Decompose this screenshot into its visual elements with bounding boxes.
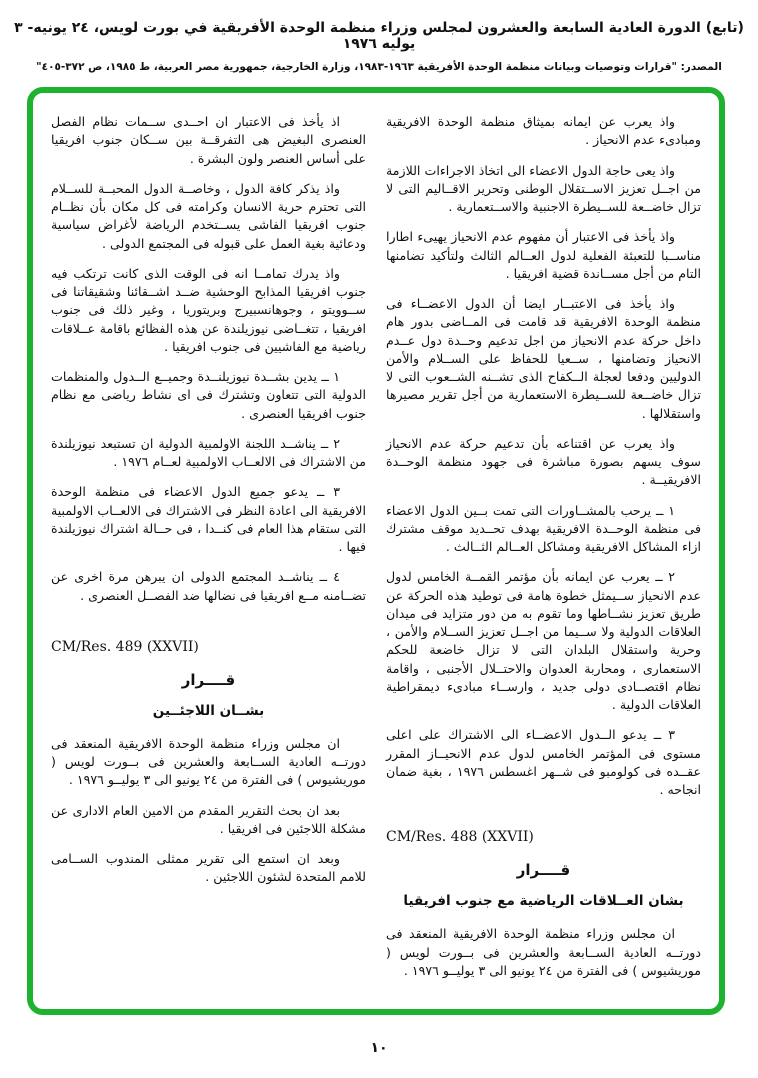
resolution-subject: بشــان اللاجئــين — [152, 702, 265, 719]
column-left — [51, 113, 366, 997]
resolution-heading: قــــرار — [181, 670, 236, 689]
numbered-clause: ٤ ــ يناشــد المجتمع الدولى ان يبرهن مرة اخرى عن تضــامنه مــع افريقيا فى نضالها ضد الفصــل العنصرى . — [51, 569, 366, 603]
paragraph: واذ يذكر كافة الدول ، وخاصــة الدول المحبــة للســلام التى تحترم حرية الانسان وكرامته فى كل مكان بأن نظــام جنوب افريقيا الفاشى يســتخدم الرياضة لأغراض سياسية ودعائية بغية العمل على قبوله فى المجتمع الدولى . — [51, 180, 366, 251]
source-citation: المصدر: "قرارات وتوصيات وبيانات منظمة الوحدة الأفريقية ١٩٦٣-١٩٨٣، وزارة الخارجية، جمهورية مصر العربية، ط ١٩٨٥، ص ٣٧٢-٤٠٥" — [36, 61, 722, 73]
numbered-clause: ٢ ــ يعرب عن ايمانه بأن مؤتمر القمــة الخامس لدول عدم الانحياز ســيمثل خطوة هامة فى توطيد هذه الحركة عن طريق تعزيز نشــاطها وما تقوم به من دور متزايد فى ميدان العلاقات الدولية ولا ســيما من اجــل تعزيز الســلام والأمن ، وحرية واستقلال البلدان التى لا تزال خاضعة للحكم الاستعمارى ، ومحاربة العدوان والاحتــلال الأجنبى ، واقامة نظام اقتصــادى دولى جديد ، وارســاء مبادىء ديمقراطية العلاقات الدولية . — [386, 569, 701, 712]
paragraph: وبعد ان استمع الى تقرير ممثلى المندوب الســامى للامم المتحدة لشئون اللاجئين . — [51, 851, 366, 885]
document-header — [0, 0, 758, 73]
numbered-clause: ٣ ــ يدعو جميع الدول الاعضاء فى منظمة الوحدة الافريقية الى اعادة النظر فى الاشتراك فى الالعــاب الاولمبية التى ستقام هذا العام فى كنــدا ، فى حــالة اشتراك نيوزيلندة فيها . — [51, 484, 366, 554]
paragraph: واذ يعى حاجة الدول الاعضاء الى اتخاذ الاجراءات اللازمة من اجــل تعزيز الاســتقلال الوطنى وتحرير الاقــاليم التى لا تزال خاضــعة للســيطرة الاجنبية والاســتعمارية . — [386, 162, 701, 214]
numbered-clause: ١ ــ يدين بشــدة نيوزيلنــدة وجميــع الــدول والمنظمات الدولية التى تتعاون وتشترك فى اى نشاط رياضى مع نظام جنوب افريقيا العنصرى . — [51, 369, 366, 421]
resolution-subject: بشان العــلاقات الرياضية مع جنوب افريقيا — [403, 893, 684, 910]
numbered-clause: ٣ ــ يدعو الــدول الاعضــاء الى الاشتراك على اعلى مستوى فى المؤتمر الخامس لدول عدم الانحيــاز المقرر عقــده فى كولومبو فى شــهر اغسطس ١٩٧٦ ، بغية ضمان انجاحه . — [386, 727, 701, 797]
two-column-layout — [51, 113, 701, 997]
session-title: (تابع) الدورة العادية السابعة والعشرون لمجلس وزراء منظمة الوحدة الأفريقية في بورت لويس، ٢٤ يونيه- ٣ يوليه ١٩٧٦ — [14, 20, 744, 52]
paragraph: اذ يأخذ فى الاعتبار ان احــدى ســمات نظام الفصل العنصرى البغيض هى التفرقــة بين ســكان جنوب افريقيا على أساس العنصر ولون البشرة . — [51, 114, 366, 166]
paragraph: واذ يأخذ فى الاعتبار أن مفهوم عدم الانحياز يهيىء اطارا مناســبا للتعبئة الفعلية لدول العــالم الثالث ولتأكيد تضامنها التام من أجل مســاندة قضية افريقيا . — [386, 229, 701, 281]
paragraph: واذ يدرك تمامــا انه فى الوقت الذى كانت ترتكب فيه جنوب افريقيا المذابح الوحشية ضــد اشــقائنا وشقيقاتنا فى ســوويتو ، وجوهانسبيرج وبريتوريا ، وغير ذلك فى جنوب افريقيا ، تتغــاضى نيوزيلندة عن هذه الفظائع باقامة عــلاقات رياضية مع الفاشيين فى جنوب افريقيا . — [51, 265, 366, 354]
resolution-code: CM/Res. 489 (XXVII) — [51, 638, 199, 655]
paragraph: واذ يأخذ فى الاعتبــار ايضا أن الدول الاعضــاء فى منظمة الوحدة الافريقية قد قامت فى المــاضى بدور هام داخل حركة عدم الانحياز من اجل تدعيم وحــدة دول عــدم الانحياز وتضامنها ، ســعيا للحفاظ على الســلام والأمن الدوليين ودفعا لعجلة الــكفاح الذى تشــنه الشــعوب التى لا تزال خاضــعة للســيطرة الاستعمارية من أجل تقرير مصيرها واستقلالها . — [386, 296, 701, 421]
paragraph: ان مجلس وزراء منظمة الوحدة الافريقية المنعقد فى دورتــه العادية الســابعة والعشرين فى بــورت لويس ( موريشيوس ) فى الفترة من ٢٤ يونيو الى ٣ يوليــو ١٩٧٦ . — [51, 735, 366, 788]
paragraph: واذ يعرب عن اقتناعه بأن تدعيم حركة عدم الانحياز سوف يسهم بصورة مباشرة فى جهود منظمة الوحــدة الافريقيــة . — [386, 435, 701, 488]
page-number: ١٠ — [370, 1040, 388, 1056]
column-right — [386, 113, 701, 997]
resolution-heading: قــــرار — [516, 861, 571, 880]
paragraph: بعد ان بحث التقرير المقدم من الامين العام الادارى عن مشكلة اللاجئين فى افريقيا . — [51, 802, 366, 836]
resolution-code: CM/Res. 488 (XXVII) — [386, 829, 534, 846]
paragraph: ان مجلس وزراء منظمة الوحدة الافريقية المنعقد فى دورتــه العادية الســابعة والعشرين فى بــورت لويس ( موريشيوس ) فى الفترة من ٢٤ يونيو الى ٣ يوليــو ١٩٧٦ . — [386, 926, 701, 978]
paragraph: واذ يعرب عن ايمانه بميثاق منظمة الوحدة الافريقية ومبادىء عدم الانحياز . — [386, 114, 701, 148]
content-border-box — [27, 87, 725, 1015]
numbered-clause: ٢ ــ يناشــد اللجنة الاولمبية الدولية ان تستبعد نيوزيلندة من الاشتراك فى الالعــاب الاولمبية لعــام ١٩٧٦ . — [51, 435, 366, 469]
numbered-clause: ١ ــ يرحب بالمشــاورات التى تمت بــين الدول الاعضاء فى منظمة الوحــدة الافريقية بهدف تحــديد موقف مشترك ازاء المشاكل الافريقية ومشاكل العــالم الثــالث . — [386, 502, 701, 554]
